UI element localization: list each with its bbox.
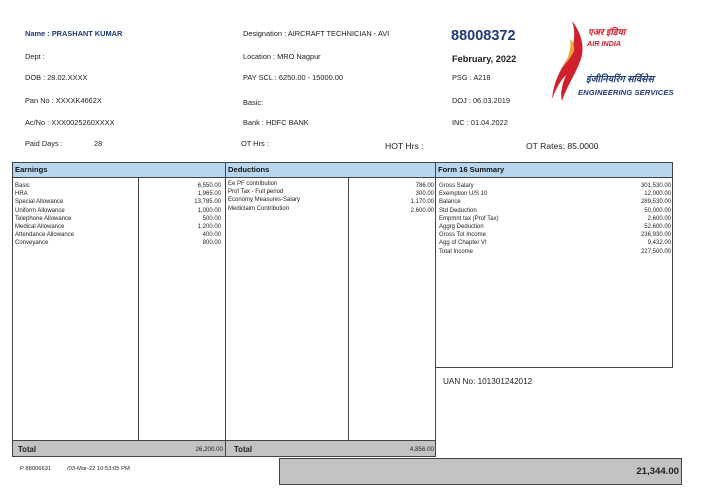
form16-header: Form 16 Summary [435, 162, 673, 178]
logo-services-text: ENGINEERING SERVICES [578, 88, 674, 97]
logo-hindi-services: इंजीनियरिंग सर्विसेस [586, 73, 654, 84]
form16-label: Exemption U/S 10 [439, 191, 488, 198]
increment-date-field: INC : 01.04.2022 [452, 118, 508, 127]
deduction-label: Prof Tax - Full period [228, 189, 284, 196]
earnings-divider [138, 177, 139, 441]
deduction-value: 2,600.00 [410, 207, 434, 214]
location-field: Location : MRO Nagpur [243, 52, 321, 61]
form16-label: Gross Tot Income [439, 232, 486, 239]
ot-hours-field: OT Hrs : [241, 139, 269, 148]
deduction-label: Mediclaim Contribution [228, 205, 290, 212]
deduction-label: Ee PF contribution [228, 181, 278, 187]
form16-label: Aggrg Deduction [439, 223, 484, 230]
earning-value: 400.00 [202, 232, 221, 239]
dob-field: DOB : 28.02.XXXX [25, 73, 88, 82]
account-number-field: Ac/No : XXX0025260XXXX [25, 118, 115, 127]
form16-value: 12,000.00 [644, 191, 671, 198]
earning-value: 13,785.00 [194, 199, 221, 206]
print-timestamp: /03-Mar-22 10:53:05 PM [67, 466, 130, 472]
paid-days-value: 28 [94, 139, 103, 148]
basic-field: Basic: [243, 98, 264, 107]
earning-value: 6,550.00 [197, 183, 221, 189]
form16-value: 9,432.00 [647, 240, 671, 247]
earning-label: Uniform Allowance [15, 207, 65, 214]
totals-divider [225, 440, 226, 457]
form16-label: Agg of Chapter VI [439, 240, 487, 247]
designation-field: Designation : AIRCRAFT TECHNICIAN - AVI [243, 29, 390, 38]
doj-field: DOJ : 06.03.2019 [452, 96, 510, 105]
logo-english-name: AIR INDIA [587, 39, 621, 48]
form16-value: 289,530.00 [640, 199, 671, 206]
deduction-label: Economy Measures-Salary [228, 197, 301, 204]
deductions-header: Deductions [225, 162, 436, 178]
earnings-total-value: 26,200.00 [195, 446, 223, 453]
form16-label: Total Income [439, 248, 474, 255]
dept-field: Dept : [25, 52, 45, 61]
ot-rates-field: OT Rates: 85.0000 [526, 141, 599, 151]
deductions-total-value: 4,856.00 [409, 446, 434, 453]
form16-value: 227,500.00 [640, 248, 671, 255]
deduction-value: 1,170.00 [410, 199, 434, 206]
bank-field: Bank : HDFC BANK [243, 118, 309, 127]
print-id: P 88006631 [20, 466, 52, 472]
form16-label: Empmnt tax (Prof Tax) [439, 215, 499, 222]
pay-month: February, 2022 [452, 54, 517, 64]
earnings-total-label: Total [18, 445, 37, 454]
deductions-divider [348, 177, 349, 441]
earning-label: Special Allowance [15, 199, 64, 206]
form16-value: 50,000.00 [644, 207, 671, 214]
earning-label: Basic [15, 183, 30, 189]
earning-value: 800.00 [202, 240, 221, 247]
deductions-table [225, 177, 436, 441]
earning-label: Attendance Allowance [15, 232, 75, 239]
deductions-total-label: Total [234, 445, 253, 454]
form16-values [600, 182, 671, 256]
earning-label: Medical Allowance [15, 223, 65, 230]
pay-scale-field: PAY SCL : 6250.00 - 15000.00 [243, 73, 343, 82]
form16-value: 301,530.00 [640, 183, 671, 189]
earning-value: 1,000.00 [197, 207, 221, 214]
deductions-values [368, 182, 434, 215]
logo-hindi-name: एअर इंडिया [588, 27, 626, 37]
pan-field: Pan No : XXXXK4662X [25, 96, 102, 105]
form16-value: 52,600.00 [644, 223, 671, 230]
net-pay-amount: 21,344.00 [636, 466, 679, 477]
form16-label: Std Deduction [439, 207, 477, 214]
deduction-value: 300.00 [415, 191, 434, 198]
earnings-values [150, 182, 221, 248]
form16-value: 2,600.00 [647, 215, 671, 222]
hot-hours-field: HOT Hrs : [385, 141, 424, 151]
deduction-value: 786.00 [415, 183, 434, 189]
form16-label: Gross Salary [439, 183, 474, 189]
form16-label: Balance [439, 199, 461, 206]
earning-label: HRA [15, 191, 28, 198]
earning-value: 500.00 [202, 215, 221, 222]
earning-value: 1,200.00 [197, 223, 221, 230]
uan-number: UAN No: 101301242012 [443, 377, 533, 386]
employee-id: 88008372 [451, 28, 516, 44]
paid-days-label: Paid Days : [25, 139, 63, 148]
form16-value: 236,930.00 [640, 232, 671, 239]
earning-label: Telephone Allowance [15, 215, 72, 222]
psg-field: PSG : A218 [452, 73, 491, 82]
earning-value: 1,965.00 [197, 191, 221, 198]
deductions-labels [228, 180, 300, 213]
earnings-header: Earnings [12, 162, 226, 178]
form16-labels [439, 182, 499, 256]
air-india-logo [548, 17, 680, 107]
earnings-labels [15, 182, 74, 248]
employee-name: Name : PRASHANT KUMAR [25, 29, 123, 38]
earning-label: Conveyance [15, 240, 49, 247]
